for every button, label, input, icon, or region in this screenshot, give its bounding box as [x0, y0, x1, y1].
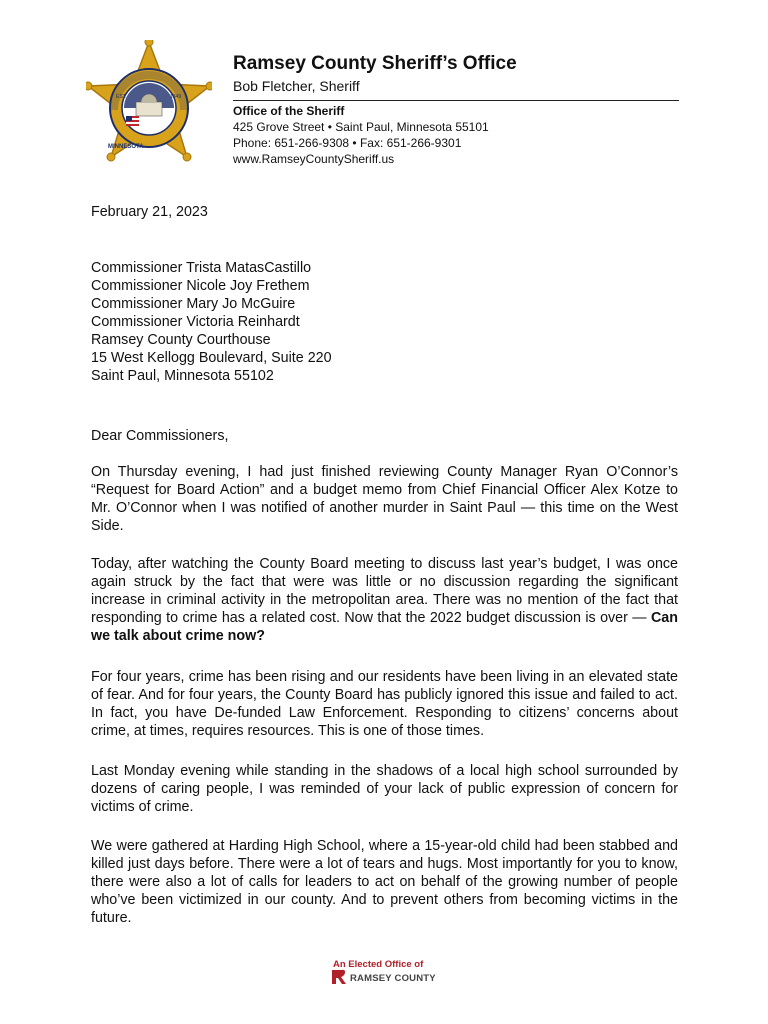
letter-date: February 21, 2023	[91, 204, 208, 220]
office-address: 425 Grove Street • Saint Paul, Minnesota 55101	[233, 120, 489, 134]
sheriff-badge-logo	[86, 40, 212, 176]
sheriff-name: Bob Fletcher, Sheriff	[233, 78, 360, 94]
paragraph-4: Last Monday evening while standing in the shadows of a local high school surrounded by dozens of caring people, I was reminded of your lack of public expression of concern for victims of crime.	[91, 763, 678, 815]
footer-county-name: RAMSEY COUNTY	[350, 973, 436, 984]
paragraph-3: For four years, crime has been rising and our residents have been living in an elevated state of fear. And for four years, the County Board has publicly ignored this issue and failed to act. In fact, you have De-funded Law Enforcement. Responding to citizens’ concerns about crime, at times, requires resources. This is one of those times.	[91, 669, 678, 739]
recipient-line: Commissioner Trista MatasCastillo	[91, 260, 312, 276]
paragraph-2	[91, 555, 678, 645]
badge-est-text: EST.	[116, 94, 127, 100]
footer-elected-office: An Elected Office of	[333, 959, 424, 970]
office-phone-fax: Phone: 651-266-9308 • Fax: 651-266-9301	[233, 136, 462, 150]
recipient-line: Ramsey County Courthouse	[91, 332, 271, 348]
recipient-line: 15 West Kellogg Boulevard, Suite 220	[91, 350, 332, 366]
paragraph-2-bold-question: Can we talk about crime now?	[91, 610, 678, 644]
salutation: Dear Commissioners,	[91, 428, 229, 444]
recipient-line: Commissioner Victoria Reinhardt	[91, 314, 300, 330]
letterhead	[233, 52, 679, 167]
recipient-block	[91, 259, 678, 385]
badge-year-text: 1849	[170, 94, 182, 100]
office-title: Office of the Sheriff	[233, 104, 345, 118]
badge-state-text: MINNESOTA	[108, 144, 144, 150]
recipient-line: Saint Paul, Minnesota 55102	[91, 368, 274, 384]
recipient-line: Commissioner Nicole Joy Frethem	[91, 278, 310, 294]
org-name: Ramsey County Sheriff’s Office	[233, 53, 517, 74]
header-divider	[233, 100, 679, 101]
paragraph-2-text: Today, after watching the County Board meeting to discuss last year’s budget, I was once again struck by the fact that were was little or no discussion regarding the significant increase in criminal activity in the metropolitan area. There was no mention of the fact that responding to crime has a related cost. Now that the 2022 budget discussion is over —	[91, 556, 678, 626]
recipient-line: Commissioner Mary Jo McGuire	[91, 296, 296, 312]
footer-logo	[330, 958, 450, 988]
office-website[interactable]: www.RamseyCountySheriff.us	[233, 152, 395, 166]
paragraph-1: On Thursday evening, I had just finished reviewing County Manager Ryan O’Connor’s “Request for Board Action” and a budget memo from Chief Financial Officer Alex Kotze to Mr. O’Connor when I was notified of another murder in Saint Paul — this time on the West Side.	[91, 464, 678, 534]
paragraph-5: We were gathered at Harding High School, where a 15-year-old child had been stabbed and killed just days before. There were a lot of tears and hugs. Most importantly for you to know, there were also a lot of calls for leaders to act on behalf of the growing number of people who’ve been victimized in our county. And to prevent others from becoming victims in the future.	[91, 838, 678, 926]
